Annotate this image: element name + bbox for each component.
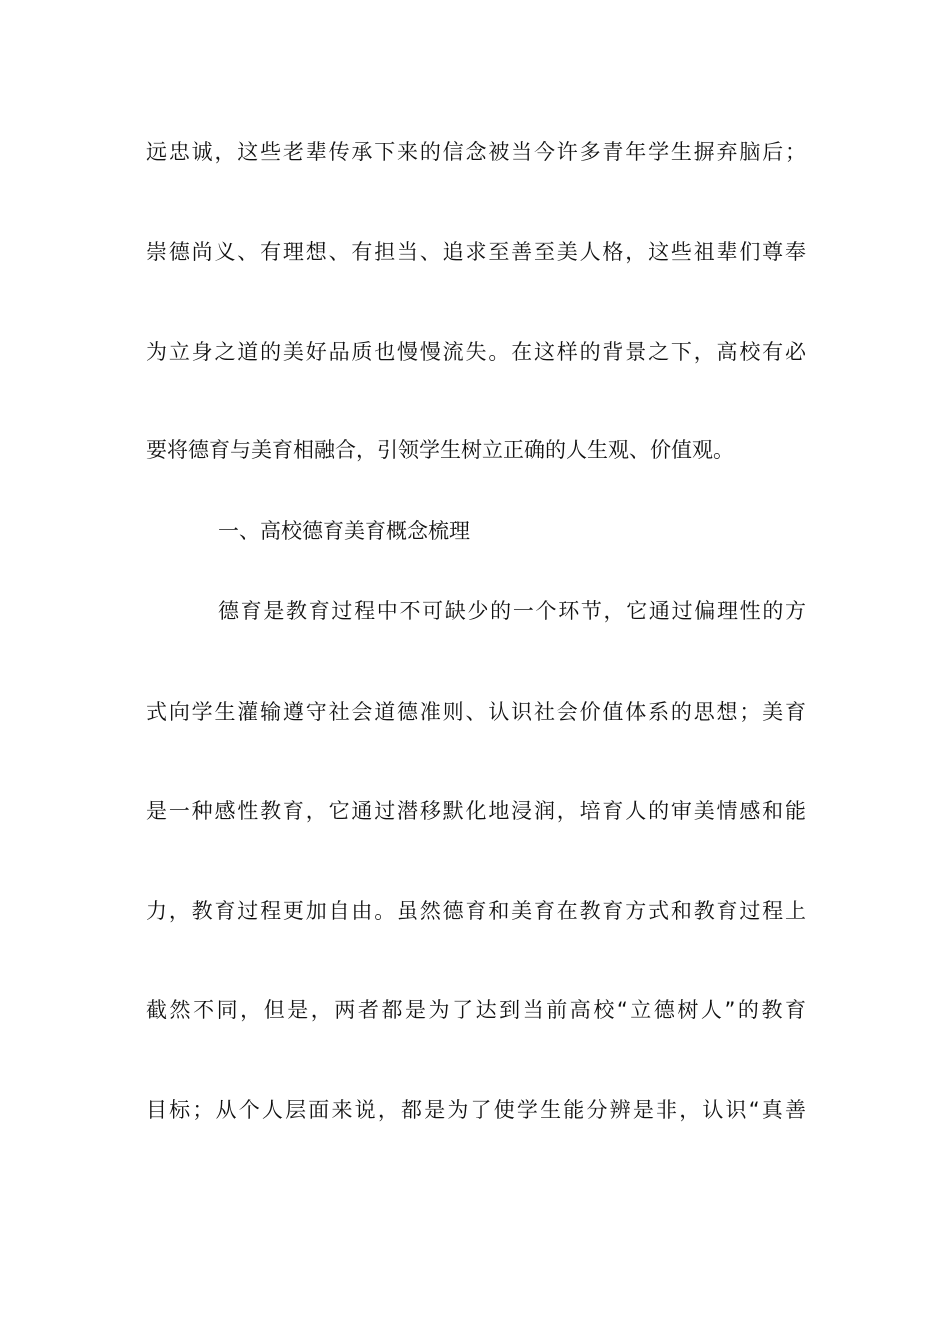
- paragraph-line: 为立身之道的美好品质也慢慢流失。在这样的背景之下，高校有必: [146, 340, 806, 364]
- paragraph-line: 德育是教育过程中不可缺少的一个环节，它通过偏理性的方: [218, 599, 806, 623]
- paragraph-line: 要将德育与美育相融合，引领学生树立正确的人生观、价值观。: [146, 438, 734, 462]
- paragraph-line: 式向学生灌输遵守社会道德准则、认识社会价值体系的思想；美育: [146, 700, 806, 724]
- section-heading: 一、高校德育美育概念梳理: [218, 519, 470, 543]
- paragraph-line: 是一种感性教育，它通过潜移默化地浸润，培育人的审美情感和能: [146, 799, 806, 823]
- paragraph-line: 截然不同，但是，两者都是为了达到当前高校“立德树人”的教育: [146, 998, 806, 1022]
- paragraph-line: 力，教育过程更加自由。虽然德育和美育在教育方式和教育过程上: [146, 899, 806, 923]
- paragraph-line: 目标；从个人层面来说，都是为了使学生能分辨是非，认识“真善: [146, 1098, 806, 1122]
- paragraph-line: 远忠诚，这些老辈传承下来的信念被当今许多青年学生摒弃脑后；: [146, 140, 806, 164]
- paragraph-line: 崇德尚义、有理想、有担当、追求至善至美人格，这些祖辈们尊奉: [146, 240, 806, 264]
